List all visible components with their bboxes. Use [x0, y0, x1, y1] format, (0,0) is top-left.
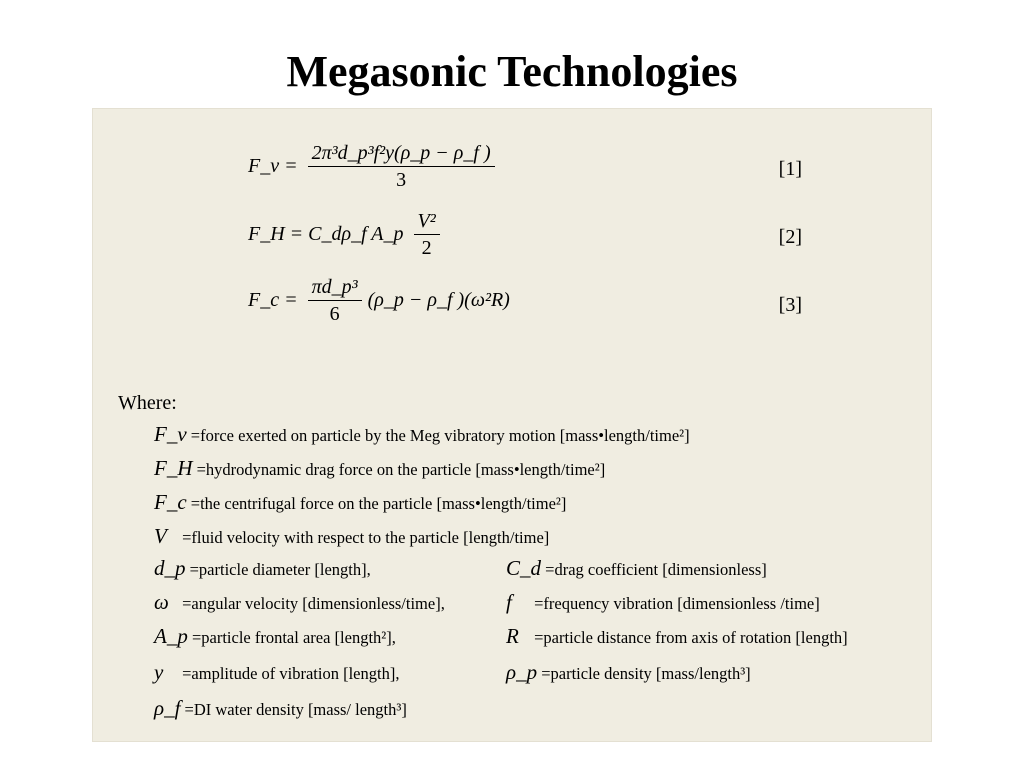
- definition-r: [506, 626, 848, 647]
- definition-symbol: y: [154, 660, 164, 684]
- definition-cd: [506, 558, 767, 579]
- definition-symbol: C_d: [506, 556, 542, 580]
- equation-1-lhs: F_v =: [248, 154, 298, 177]
- definition-text: =fluid velocity with respect to the particle [length/time]: [182, 528, 550, 547]
- slide-title: Megasonic Technologies: [286, 47, 738, 96]
- definition-symbol: F_H: [154, 456, 193, 480]
- equation-3-lhs: F_c =: [248, 288, 298, 311]
- definition-text: =particle diameter [length],: [189, 560, 371, 579]
- equation-2-lhs: F_H = C_dρ_f A_p: [248, 222, 404, 245]
- equation-3-fraction: [308, 276, 362, 325]
- definition-f: [506, 592, 820, 613]
- definition-text: =DI water density [mass/ length³]: [184, 700, 407, 719]
- definition-symbol: F_c: [154, 490, 187, 514]
- definition-symbol: ρ_p: [506, 660, 538, 684]
- definition-symbol: F_v: [154, 422, 187, 446]
- definition-text: =drag coefficient [dimensionless]: [545, 560, 767, 579]
- where-label: Where:: [118, 392, 177, 414]
- definition-rho-f: [154, 698, 407, 719]
- definition-text: =angular velocity [dimensionless/time],: [182, 594, 445, 613]
- equation-1-numerator: 2π³d_p³f²y(ρ_p − ρ_f ): [308, 142, 495, 167]
- definition-fv: [154, 424, 690, 445]
- definition-symbol: A_p: [154, 624, 188, 648]
- equation-3-numerator: πd_p³: [308, 276, 362, 301]
- definition-text: =the centrifugal force on the particle [mass•length/time²]: [190, 494, 567, 513]
- definition-v: [154, 526, 549, 547]
- definition-text: =force exerted on particle by the Meg vibratory motion [mass•length/time²]: [190, 426, 690, 445]
- equation-3: [248, 270, 510, 330]
- definition-symbol: f: [506, 590, 512, 614]
- definition-text: =particle frontal area [length²],: [191, 628, 396, 647]
- definition-omega: [154, 592, 445, 613]
- definition-rho-p: [506, 662, 751, 683]
- scanned-equation-sheet: [92, 108, 932, 742]
- definition-text: =particle distance from axis of rotation [length]: [534, 628, 848, 647]
- definition-symbol: ω: [154, 590, 169, 614]
- definition-text: =hydrodynamic drag force on the particle [mass•length/time²]: [196, 460, 606, 479]
- definition-fh: [154, 458, 605, 479]
- definition-dp: [154, 558, 371, 579]
- definition-ap: [154, 626, 396, 647]
- equation-2: [248, 204, 446, 264]
- equation-2-number: [2]: [778, 226, 802, 248]
- equation-2-fraction: [414, 210, 440, 259]
- definition-text: =particle density [mass/length³]: [541, 664, 751, 683]
- definition-symbol: d_p: [154, 556, 186, 580]
- equation-1-denominator: 3: [396, 168, 407, 191]
- definition-symbol: V: [154, 524, 167, 548]
- equation-1: [248, 136, 501, 196]
- definition-y: [154, 662, 399, 683]
- equation-2-denominator: 2: [421, 236, 432, 259]
- definition-symbol: R: [506, 624, 519, 648]
- definition-text: =frequency vibration [dimensionless /time]: [534, 594, 820, 613]
- equation-3-denominator: 6: [329, 302, 340, 325]
- equation-3-number: [3]: [778, 294, 802, 316]
- definition-text: =amplitude of vibration [length],: [182, 664, 400, 683]
- equation-1-fraction: [308, 142, 495, 191]
- equation-2-numerator: V²: [414, 210, 440, 235]
- equation-3-rest: (ρ_p − ρ_f )(ω²R): [367, 288, 510, 311]
- definition-symbol: ρ_f: [154, 696, 181, 720]
- equation-1-number: [1]: [778, 158, 802, 180]
- definition-fc: [154, 492, 566, 513]
